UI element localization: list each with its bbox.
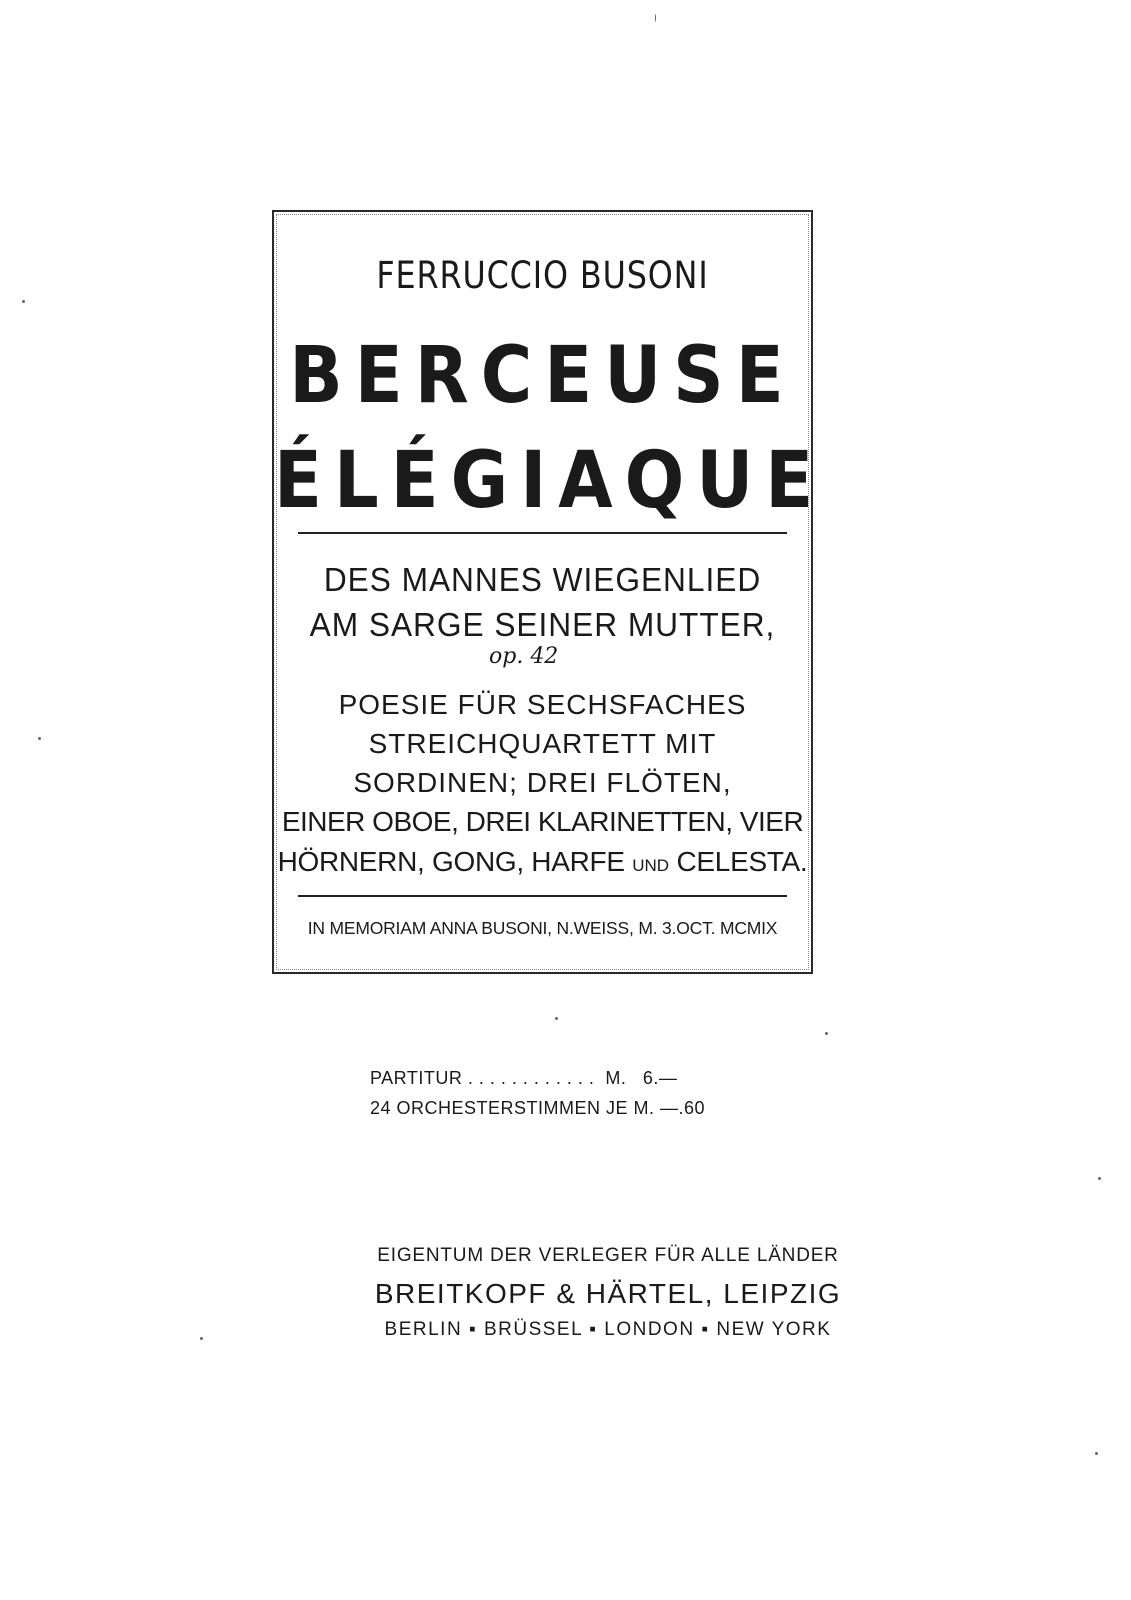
title-frame [272,210,826,974]
subtitle-line-1: DES MANNES WIEGENLIED [323,561,762,598]
scan-speck [38,737,41,740]
price-row-parts: 24 ORCHESTERSTIMMEN JE M. —.60 [370,1098,706,1118]
scoring-line-4: EINER OBOE, DREI KLARINETTEN, VIER [281,806,804,837]
price-row-score: PARTITUR . . . . . . . . . . . . M. 6.— [370,1068,678,1088]
scoring-line-5-und: UND [632,856,670,875]
dedication: IN MEMORIAM ANNA BUSONI, N.WEISS, M. 3.OCT. MCMIX [307,918,778,938]
scoring-line-5-part-c: CELESTA. [669,846,808,877]
price-list [370,1063,705,1123]
scoring-line-5-part-a: HÖRNERN, GONG, HARFE [277,846,633,877]
scan-speck [200,1337,203,1340]
scan-speck [825,1032,828,1035]
scoring-line-5 [274,843,811,885]
publisher-cities: BERLIN ▪ BRÜSSEL ▪ LONDON ▪ NEW YORK [384,1319,832,1340]
scoring-line-3: SORDINEN; DREI FLÖTEN, [353,767,732,798]
scoring-line-2: STREICHQUARTETT MIT [368,728,717,759]
divider-top [298,532,787,534]
scan-speck [1098,1177,1101,1180]
subtitle-line-2: AM SARGE SEINER MUTTER, [309,606,776,643]
scoring-line-1: POESIE FÜR SECHSFACHES [338,689,747,720]
work-title-line-2: ÉLÉGIAQUE [274,436,826,526]
scan-speck [1095,1452,1098,1455]
work-title-line-1: BERCEUSE [289,331,796,421]
scan-speck [22,300,25,303]
publisher-name: BREITKOPF & HÄRTEL, LEIPZIG [374,1278,842,1309]
opus-number: op. 42 [489,644,559,669]
scan-speck [655,14,656,22]
divider-bottom [298,895,787,897]
composer-name: FERRUCCIO BUSONI [376,254,709,297]
scan-speck [555,1017,558,1020]
rights-notice: EIGENTUM DER VERLEGER FÜR ALLE LÄNDER [377,1245,839,1266]
